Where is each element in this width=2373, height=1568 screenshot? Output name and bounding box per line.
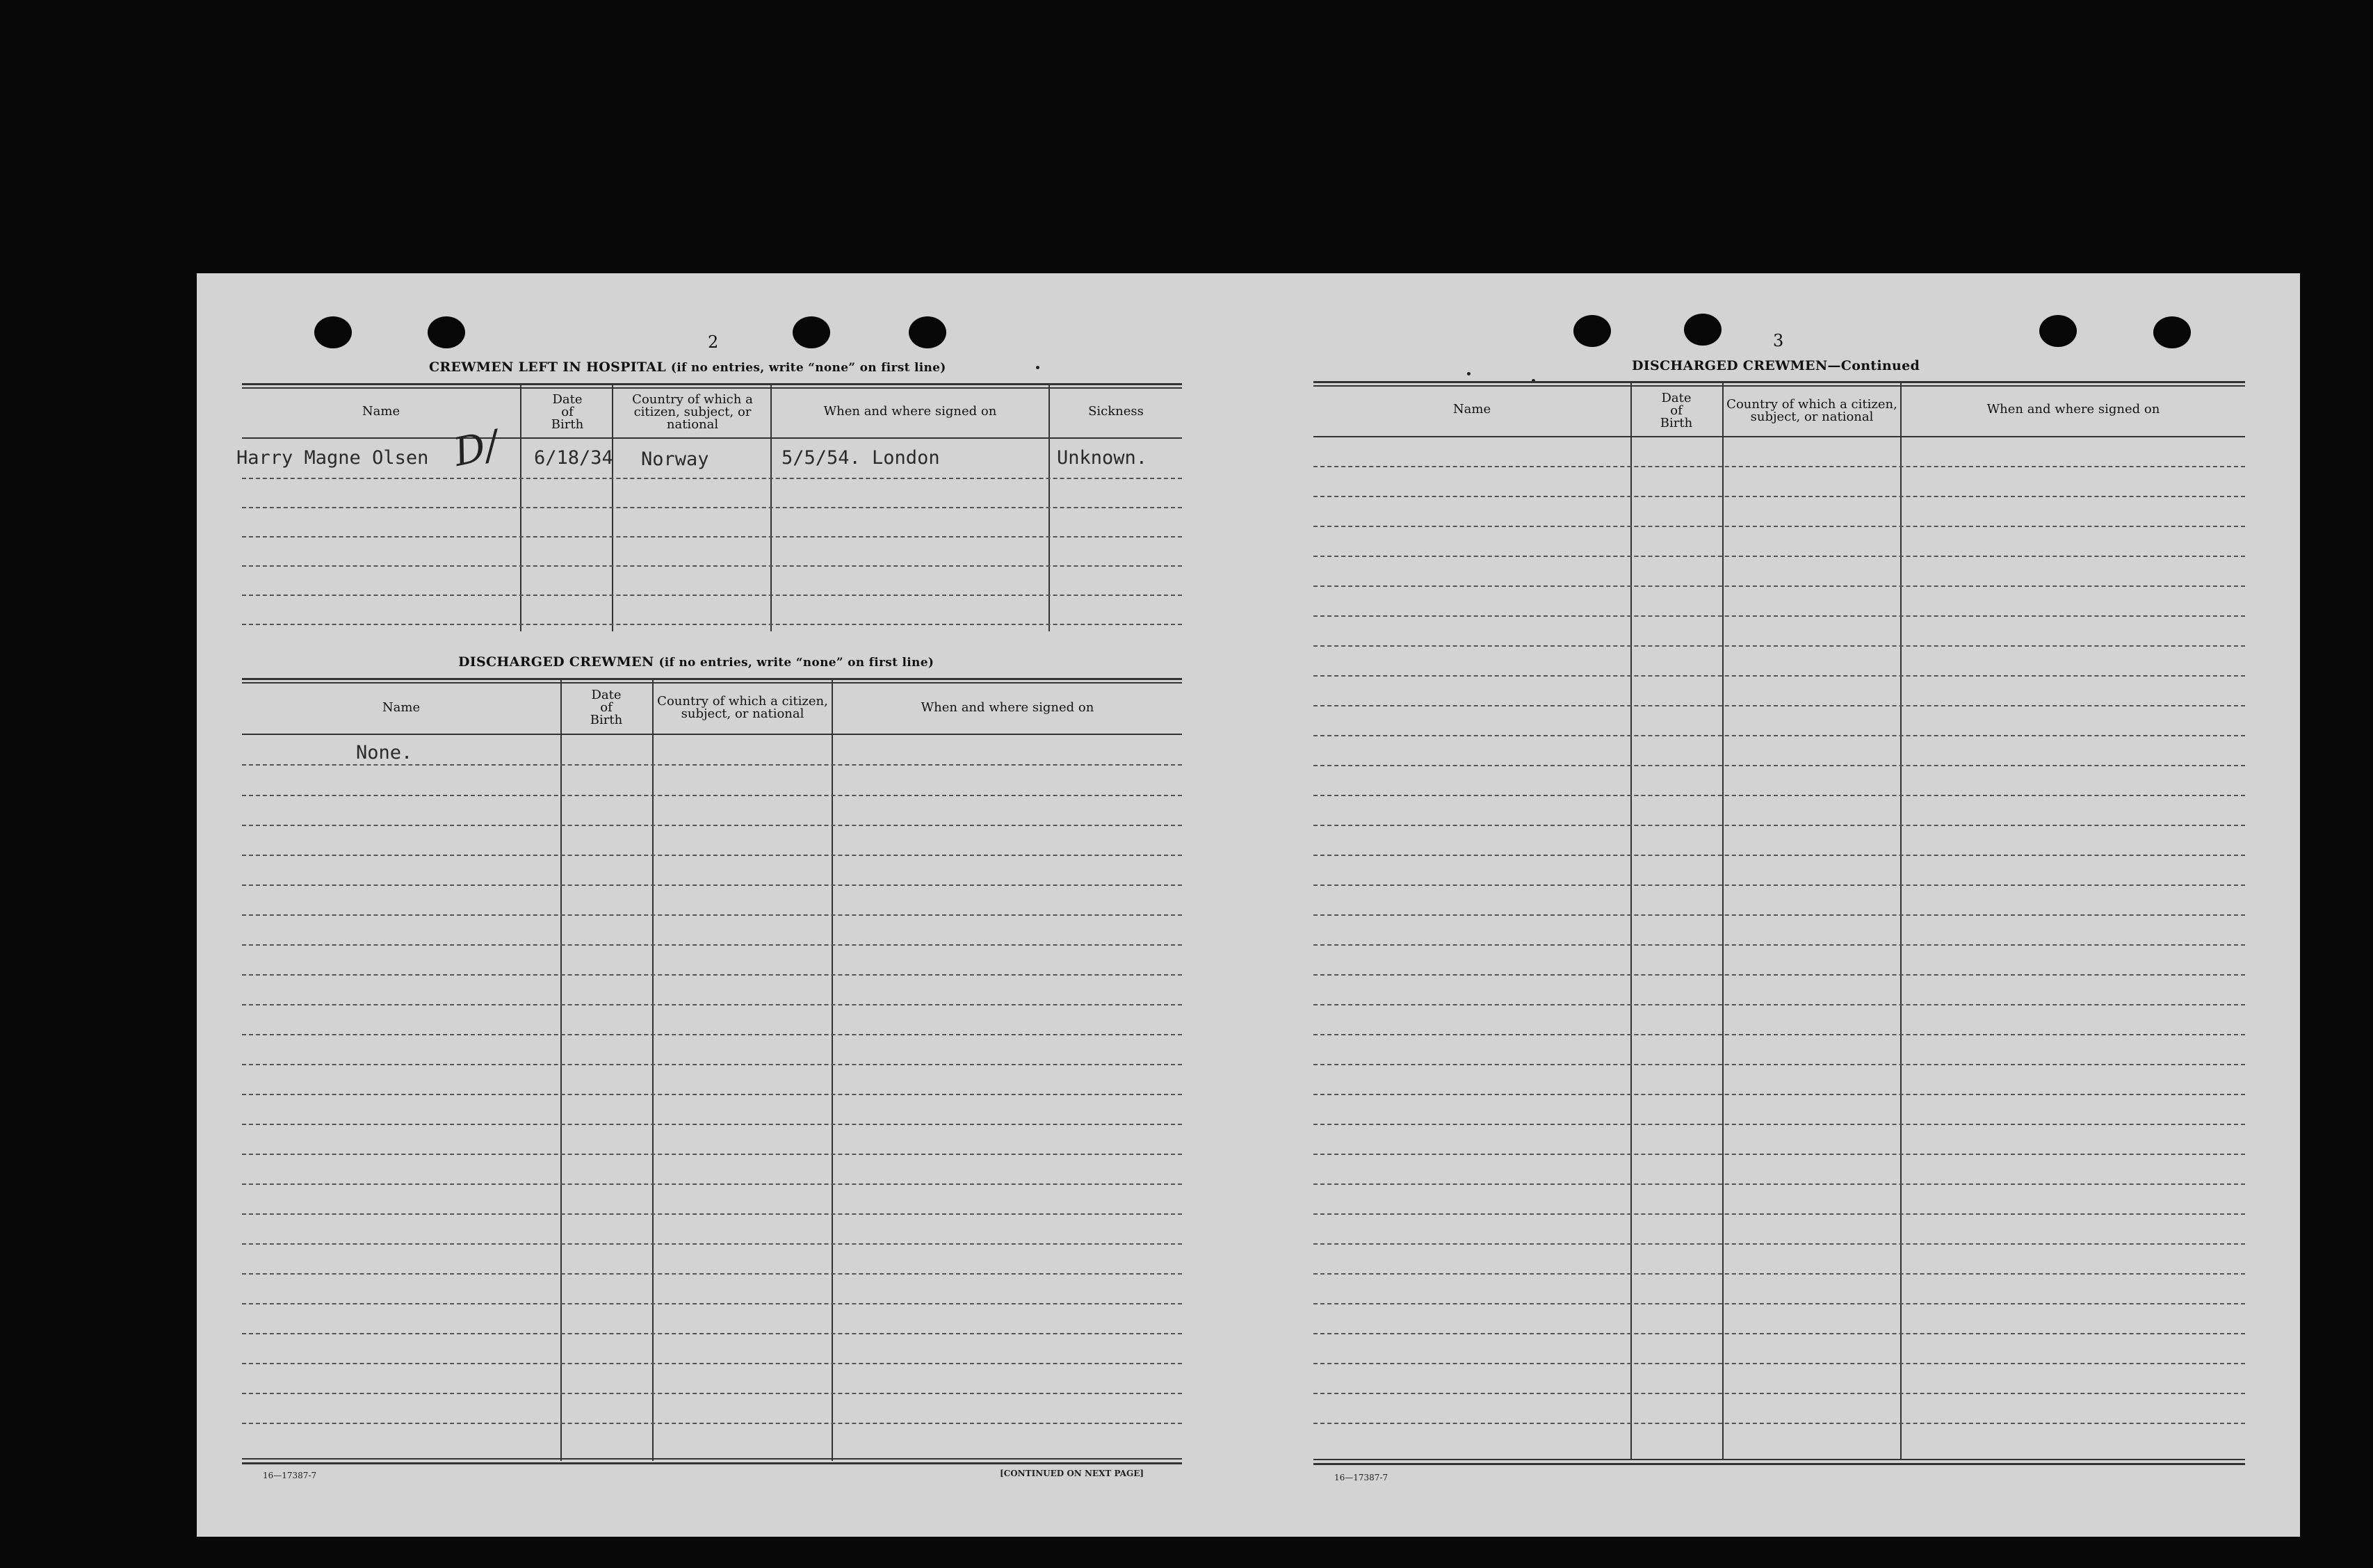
row-line — [242, 1393, 1182, 1394]
header-bottom-rule — [242, 734, 1182, 735]
row-line — [1313, 974, 2245, 976]
top-rule — [1313, 381, 2245, 383]
header-bottom-rule — [1313, 436, 2245, 437]
row-line — [242, 1423, 1182, 1424]
printer-dot — [1036, 366, 1039, 369]
col-header-country: Country of which a citizen, subject, or national — [632, 392, 753, 432]
row-line — [242, 974, 1182, 976]
form-number-right: 16—17387-7 — [1334, 1473, 1388, 1482]
row-line — [242, 1303, 1182, 1304]
discharged-section-title — [458, 654, 934, 670]
col-header-signed-on: When and where signed on — [823, 404, 997, 419]
row-line — [242, 825, 1182, 826]
bottom-rule-2 — [242, 1462, 1182, 1464]
row-line — [242, 1213, 1182, 1215]
hospital-row-name: Harry Magne Olsen — [236, 447, 429, 469]
form-number-left: 16—17387-7 — [263, 1471, 317, 1480]
row-line — [1313, 1243, 2245, 1245]
discharged-table — [242, 678, 1182, 1464]
row-line — [1313, 526, 2245, 527]
row-line — [1313, 1183, 2245, 1185]
punch-hole — [2153, 316, 2191, 348]
row-line — [1313, 765, 2245, 766]
row-line — [242, 1154, 1182, 1155]
row-line — [1313, 1094, 2245, 1095]
document-sheet — [197, 273, 2300, 1537]
row-line — [242, 624, 1182, 625]
row-line — [242, 1363, 1182, 1364]
col-header-name: Name — [1452, 402, 1491, 417]
row-line — [1313, 1333, 2245, 1334]
row-line — [1313, 705, 2245, 706]
row-line — [1313, 1124, 2245, 1125]
row-line — [1313, 556, 2245, 557]
row-line — [1313, 1273, 2245, 1275]
page-number-left: 2 — [708, 332, 719, 352]
punch-hole — [1684, 314, 1722, 346]
continued-note: [CONTINUED ON NEXT PAGE] — [1000, 1469, 1144, 1478]
bottom-rule — [1313, 1459, 2245, 1460]
row-line — [1313, 914, 2245, 916]
hospital-row-signed-on: 5/5/54. London — [781, 447, 940, 469]
row-line — [1313, 825, 2245, 826]
row-line — [1313, 1393, 2245, 1394]
row-line — [242, 565, 1182, 567]
top-rule — [242, 678, 1182, 680]
row-line — [242, 595, 1182, 596]
row-line — [1313, 855, 2245, 856]
row-line — [1313, 1423, 2245, 1424]
row-line — [242, 1333, 1182, 1334]
row-line — [242, 1273, 1182, 1275]
row-line — [242, 1243, 1182, 1245]
col-header-signed-on: When and where signed on — [1986, 402, 2160, 417]
col-header-name: Name — [362, 404, 400, 419]
row-line — [242, 1064, 1182, 1065]
row-line — [242, 914, 1182, 916]
row-line — [1313, 645, 2245, 647]
row-line — [1313, 884, 2245, 886]
hospital-section-title — [429, 359, 946, 375]
hospital-title-note: (if no entries, write “none” on first line) — [670, 361, 946, 375]
row-line — [1313, 615, 2245, 617]
row-line — [242, 764, 1182, 766]
row-line — [242, 795, 1182, 796]
col-header-dob: Date of Birth — [1660, 391, 1693, 430]
row-line — [1313, 1064, 2245, 1065]
row-line — [242, 1034, 1182, 1035]
col-divider — [832, 679, 833, 1461]
col-header-country: Country of which a citizen, subject, or national — [1726, 397, 1897, 424]
punch-hole — [793, 316, 830, 348]
hospital-title-text: CREWMEN LEFT IN HOSPITAL — [429, 359, 666, 375]
col-header-name: Name — [382, 700, 421, 715]
bottom-rule-2 — [1313, 1463, 2245, 1465]
discharged-row-name: None. — [356, 742, 413, 763]
col-header-sickness: Sickness — [1088, 404, 1144, 419]
row-line — [242, 1183, 1182, 1185]
row-line — [242, 855, 1182, 856]
row-line — [242, 944, 1182, 946]
col-divider — [652, 679, 654, 1461]
top-rule — [242, 383, 1182, 385]
col-divider — [1722, 382, 1724, 1460]
bottom-rule — [242, 1458, 1182, 1460]
col-divider — [1630, 382, 1632, 1460]
discharged-continued-table — [1313, 381, 2245, 1466]
row-line — [1313, 795, 2245, 796]
row-line — [1313, 1034, 2245, 1035]
row-line — [1313, 1213, 2245, 1215]
row-line — [242, 1004, 1182, 1005]
row-line — [1313, 1154, 2245, 1155]
row-line — [1313, 496, 2245, 497]
header-bottom-rule — [242, 437, 1182, 439]
punch-hole — [1573, 315, 1611, 347]
row-line — [1313, 585, 2245, 587]
row-line — [1313, 675, 2245, 677]
hospital-row-sickness: Unknown. — [1057, 447, 1148, 469]
row-line — [1313, 1303, 2245, 1304]
hospital-row-country: Norway — [641, 448, 709, 470]
col-header-country: Country of which a citizen, subject, or national — [657, 694, 828, 721]
col-header-dob: Date of Birth — [551, 392, 584, 432]
punch-hole — [314, 316, 352, 348]
punch-hole — [909, 316, 946, 348]
discharged-continued-title: DISCHARGED CREWMEN—Continued — [1632, 358, 1920, 373]
row-line — [242, 1124, 1182, 1125]
row-line — [242, 884, 1182, 886]
row-line — [1313, 466, 2245, 467]
row-line — [242, 1094, 1182, 1095]
col-divider — [1900, 382, 1902, 1460]
row-line — [242, 507, 1182, 508]
row-line — [1313, 1004, 2245, 1005]
row-line — [1313, 1363, 2245, 1364]
page-number-right: 3 — [1773, 331, 1784, 350]
punch-hole — [428, 316, 465, 348]
discharged-title-text: DISCHARGED CREWMEN — [458, 654, 654, 670]
col-header-dob: Date of Birth — [590, 688, 623, 727]
discharged-title-note: (if no entries, write “none” on first line) — [658, 656, 934, 670]
printer-dot — [1467, 372, 1471, 375]
col-divider — [560, 679, 562, 1461]
punch-hole — [2039, 315, 2077, 347]
row-line — [242, 478, 1182, 479]
row-line — [1313, 735, 2245, 736]
hospital-row-dob: 6/18/34 — [534, 447, 613, 469]
handwritten-mark: D/ — [449, 422, 503, 476]
row-line — [1313, 944, 2245, 946]
row-line — [242, 536, 1182, 538]
col-header-signed-on: When and where signed on — [921, 700, 1094, 715]
